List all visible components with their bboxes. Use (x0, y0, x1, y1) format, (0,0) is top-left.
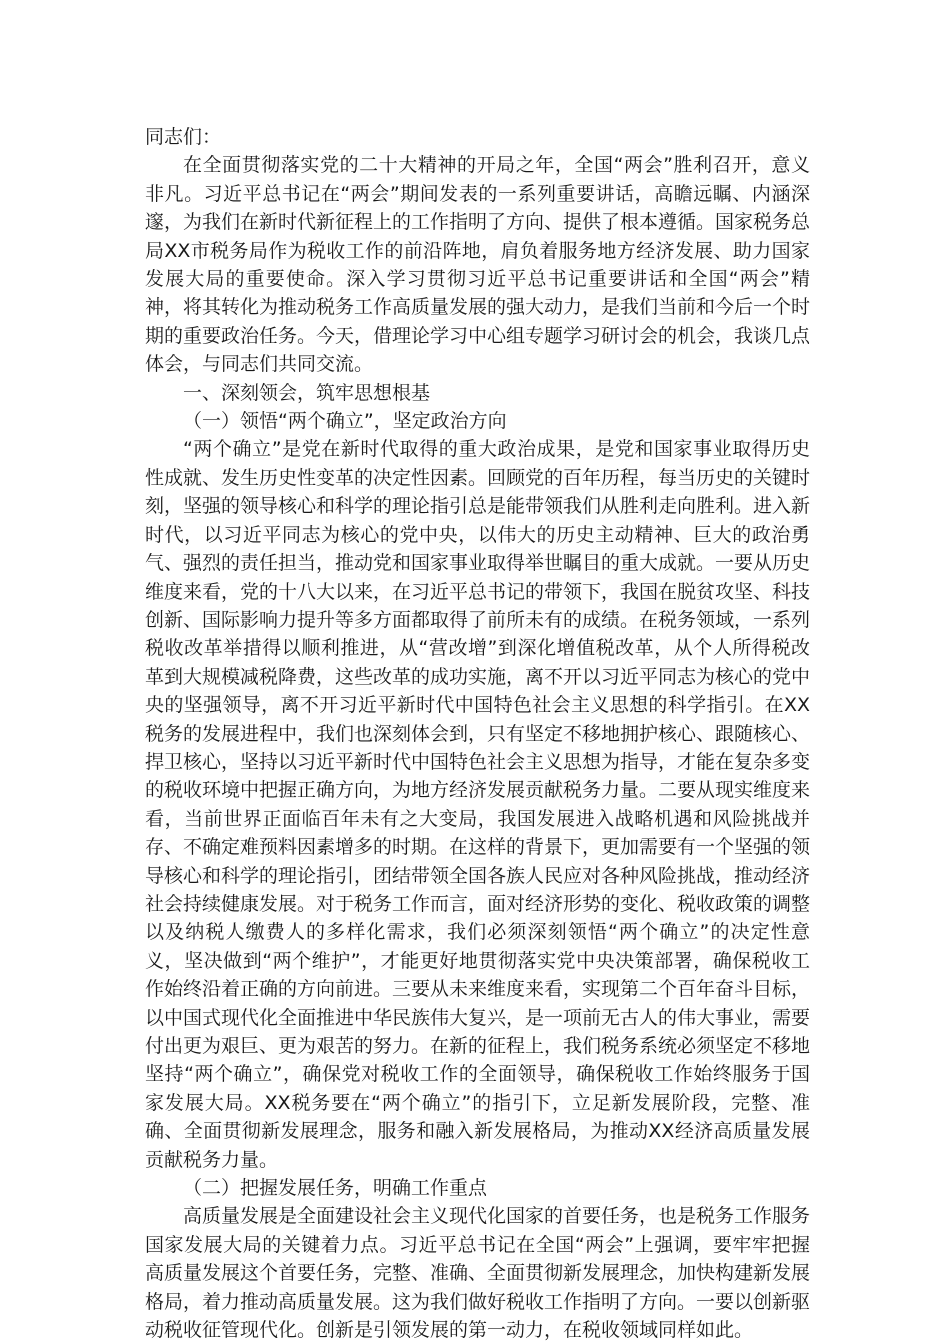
intro-paragraph: 在全面贯彻落实党的二十大精神的开局之年，全国“两会”胜利召开，意义非凡。习近平总书记在“两会”期间发表的一系列重要讲话，高瞻远瞩、内涵深邃，为我们在新时代新征程上的工作指明了方向、提供了根本遵循。国家税务总局XX市税务局作为税收工作的前沿阵地，肩负着服务地方经济发展、助力国家发展大局的重要使命。深入学习贯彻习近平总书记重要讲话和全国“两会”精神，将其转化为推动税务工作高质量发展的强大动力，是我们当前和今后一个时期的重要政治任务。今天，借理论学习中心组专题学习研讨会的机会，我谈几点体会，与同志们共同交流。 (145, 154, 811, 376)
subsection-heading-2: （二）把握发展任务，明确工作重点 (183, 1177, 488, 1200)
section-heading-1: 一、深刻领会，筑牢思想根基 (183, 381, 431, 404)
salutation: 同志们： (145, 126, 222, 148)
document-page (145, 123, 810, 1344)
subsection-1-body: “两个确立”是党在新时代取得的重大政治成果，是党和国家事业取得历史性成就、发生历史性变革的决定性因素。回顾党的百年历程，每当历史的关键时刻，坚强的领导核心和科学的理论指引总是能带领我们从胜利走向胜利。进入新时代，以习近平同志为核心的党中央，以伟大的历史主动精神、巨大的政治勇气、强烈的责任担当，推动党和国家事业取得举世瞩目的重大成就。一要从历史维度来看，党的十八大以来，在习近平总书记的带领下，我国在脱贫攻坚、科技创新、国际影响力提升等多方面都取得了前所未有的成绩。在税务领域，一系列税收改革举措得以顺利推进，从“营改增”到深化增值税改革，从个人所得税改革到大规模减税降费，这些改革的成功实施，离不开以习近平同志为核心的党中央的坚强领导，离不开习近平新时代中国特色社会主义思想的科学指引。在XX税务的发展进程中，我们也深刻体会到，只有坚定不移地拥护核心、跟随核心、捍卫核心，坚持以习近平新时代中国特色社会主义思想为指导，才能在复杂多变的税收环境中把握正确方向，为地方经济发展贡献税务力量。二要从现实维度来看，当前世界正面临百年未有之大变局，我国发展进入战略机遇和风险挑战并存、不确定难预料因素增多的时期。在这样的背景下，更加需要有一个坚强的领导核心和科学的理论指引，团结带领全国各族人民应对各种风险挑战，推动经济社会持续健康发展。对于税务工作而言，面对经济形势的变化、税收政策的调整以及纳税人缴费人的多样化需求，我们必须深刻领悟“两个确立”的决定性意义，坚决做到“两个维护”，才能更好地贯彻落实党中央决策部署，确保税收工作始终沿着正确的方向前进。三要从未来维度来看，实现第二个百年奋斗目标，以中国式现代化全面推进中华民族伟大复兴，是一项前无古人的伟大事业，需要付出更为艰巨、更为艰苦的努力。在新的征程上，我们税务系统必须坚定不移地坚持“两个确立”，确保党对税收工作的全面领导，确保税收工作始终服务于国家发展大局。XX税务要在“两个确立”的指引下，立足新发展阶段，完整、准确、全面贯彻新发展理念，服务和融入新发展格局，为推动XX经济高质量发展贡献税务力量。 (145, 438, 811, 1171)
subsection-2-body: 高质量发展是全面建设社会主义现代化国家的首要任务，也是税务工作服务国家发展大局的关键着力点。习近平总书记在全国“两会”上强调，要牢牢把握高质量发展这个首要任务，完整、准确、全面贯彻新发展理念，加快构建新发展格局，着力推动高质量发展。这为我们做好税收工作指明了方向。一要以创新驱动税收征管现代化。创新是引领发展的第一动力，在税收领域同样如此。 (145, 1205, 811, 1342)
subsection-heading-1: （一）领悟“两个确立”，坚定政治方向 (183, 410, 507, 433)
